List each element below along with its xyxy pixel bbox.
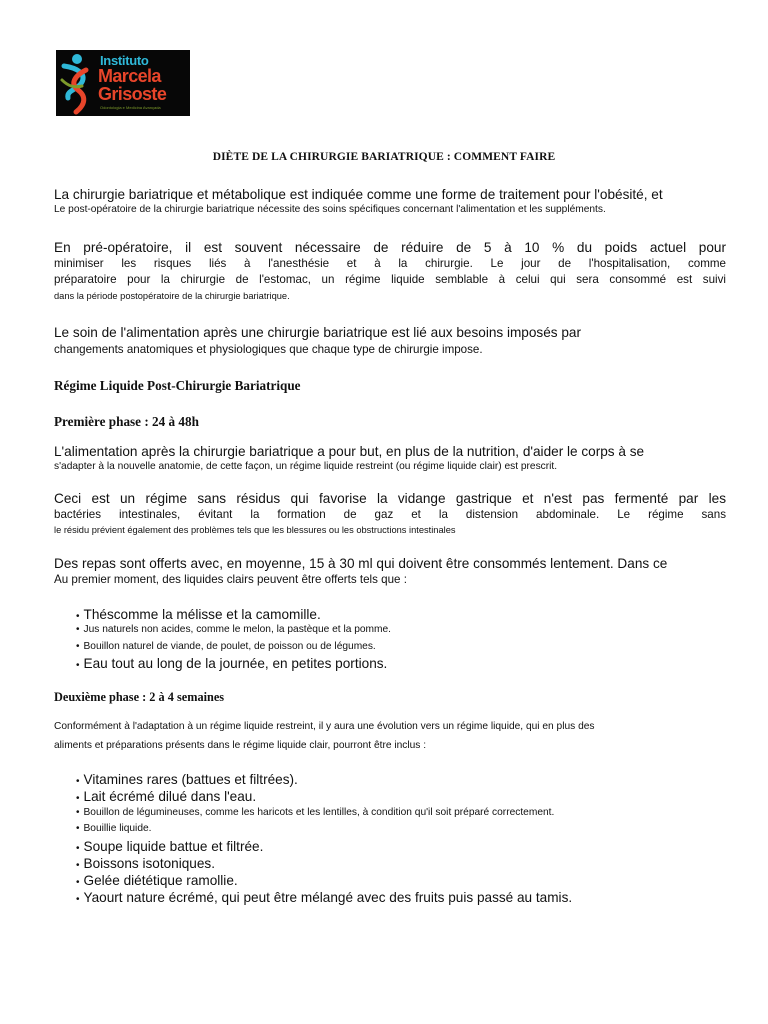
heading-phase-1: Première phase : 24 à 48h [54,414,199,429]
list-item: • Soupe liquide battue et filtrée. [76,838,263,857]
logo-text-instituto: Instituto [100,53,149,68]
document-title: DIÈTE DE LA CHIRURGIE BARIATRIQUE : COMMENT FAIRE [212,151,556,163]
logo-tagline: Odontologia e Medicina Avançada [100,105,161,110]
list-item: • Théscomme la mélisse et la camomille. [76,606,321,625]
preop-line-4: dans la période postopératoire de la chirurgie bariatrique. [54,291,290,301]
list-item: • Jus naturels non acides, comme le melon, la pastèque et la pomme. [76,623,391,637]
list-item: • Bouillon naturel de viande, de poulet, de poisson ou de légumes. [76,640,376,654]
list-item: • Gelée diététique ramollie. [76,872,238,891]
intro-line-2: Le post-opératoire de la chirurgie bariatrique nécessite des soins spécifiques concernant l'alimentation et les suppléments. [54,204,606,215]
list-item: • Yaourt nature écrémé, qui peut être mélangé avec des fruits puis passé au tamis. [76,889,572,908]
preop-line-2: minimiser les risques liés à l'anesthésie et à la chirurgie. Le jour de l'hospitalisation, comme [54,257,726,270]
list-item: • Bouillon de légumineuses, comme les haricots et les lentilles, à condition qu'il soit préparé correctement. [76,806,554,820]
heading-regime-liquide: Régime Liquide Post-Chirurgie Bariatrique [54,378,301,393]
phase1-p2-line-2: bactéries intestinales, évitant la formation de gaz et la distension abdominale. Le régime sans [54,508,726,521]
phase1-p2-line-3: le résidu prévient également des problèmes tels que les blessures ou les obstructions intestinales [54,525,456,535]
phase2-p1-line-1: Conformément à l'adaptation à un régime liquide restreint, il y aura une évolution vers un régime liquide, qui en plus des [54,721,595,732]
logo-text-marcela: Marcela [98,66,161,86]
phase1-p2-line-1: Ceci est un régime sans résidus qui favorise la vidange gastrique et n'est pas fermenté par les [54,491,726,506]
preop-line-1: En pré-opératoire, il est souvent nécessaire de réduire de 5 à 10 % du poids actuel pour [54,240,726,255]
phase1-p1-line-1: L'alimentation après la chirurgie bariatrique a pour but, en plus de la nutrition, d'aider le corps à se [54,444,645,459]
list-item: • Vitamines rares (battues et filtrées). [76,771,298,790]
phase2-p1-line-2: aliments et préparations présents dans le régime liquide clair, pourront être inclus : [54,740,427,751]
logo-figure-icon [56,50,100,116]
institute-logo [56,50,190,116]
list-item: • Eau tout au long de la journée, en petites portions. [76,655,387,674]
phase1-p3-line-1: Des repas sont offerts avec, en moyenne, 15 à 30 ml qui doivent être consommés lentement. Dans ce [54,556,668,571]
list-item: • Bouillie liquide. [76,822,151,836]
care-line-1: Le soin de l'alimentation après une chirurgie bariatrique est lié aux besoins imposés par [54,325,582,340]
intro-line-1: La chirurgie bariatrique et métabolique est indiquée comme une forme de traitement pour l'obésité, et [54,187,663,202]
phase1-p1-line-2: s'adapter à la nouvelle anatomie, de cette façon, un régime liquide restreint (ou régime liquide clair) est prescrit. [54,461,558,472]
list-item: • Boissons isotoniques. [76,855,215,874]
phase1-p3-line-2: Au premier moment, des liquides clairs peuvent être offerts tels que : [54,573,407,586]
list-item: • Lait écrémé dilué dans l'eau. [76,788,256,807]
logo-text-grisoste: Grisoste [98,84,167,104]
care-line-2: changements anatomiques et physiologiques que chaque type de chirurgie impose. [54,343,483,356]
preop-line-3: préparatoire pour la chirurgie de l'estomac, un régime liquide semblable à celui qui sera consommé est suivi [54,273,726,286]
heading-phase-2: Deuxième phase : 2 à 4 semaines [54,690,225,704]
